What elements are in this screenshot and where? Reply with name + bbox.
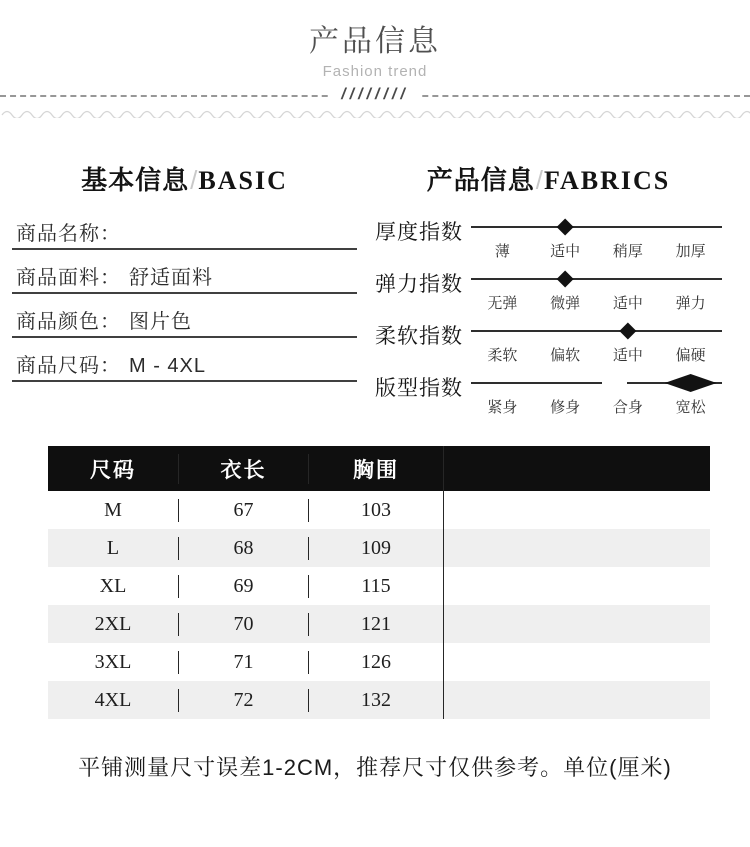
column-header-size: 尺码 — [90, 458, 136, 482]
page-title: 产品信息 — [309, 25, 441, 58]
page-subtitle: Fashion trend — [322, 63, 428, 80]
scale-level-label: 薄 — [494, 243, 510, 260]
table-row: 3XL 71 126 — [48, 643, 710, 681]
basic-info-row-fabric: 商品面料： 舒适面料 — [12, 250, 357, 294]
basic-info-row-name: 商品名称： — [12, 206, 357, 250]
table-row: 4XL 72 132 — [48, 681, 710, 719]
scale-level-label: 稍厚 — [612, 243, 643, 260]
scale-level-label: 紧身 — [487, 399, 518, 416]
thickness-scale — [471, 214, 722, 261]
table-row: XL 69 115 — [48, 567, 710, 605]
scale-line — [471, 330, 722, 332]
basic-info-title: 基本信息/BASIC — [81, 165, 288, 195]
scale-level-label: 合身 — [612, 399, 643, 416]
scale-line-gap — [602, 377, 627, 389]
size-table — [48, 446, 710, 719]
scale-level-label: 偏软 — [550, 347, 581, 364]
basic-info-section — [12, 160, 357, 422]
fit-scale — [471, 370, 722, 417]
size-table-header — [48, 446, 710, 491]
scale-level-label: 适中 — [550, 243, 581, 260]
scale-marker-diamond — [557, 219, 574, 236]
column-header-length: 衣长 — [178, 454, 308, 484]
column-header-empty — [443, 446, 710, 491]
wavy-divider-icon — [0, 108, 750, 118]
scale-line — [471, 278, 722, 280]
info-panels — [0, 160, 750, 422]
page-header — [0, 0, 750, 118]
softness-index-row: 柔软指数 柔软 偏软 适中 偏硬 — [375, 318, 722, 370]
fabrics-section — [375, 160, 738, 422]
scale-level-label: 无弹 — [487, 295, 518, 312]
fabrics-title: 产品信息/FABRICS — [426, 165, 671, 195]
scale-marker-diamond — [619, 323, 636, 340]
basic-info-row-color: 商品颜色： 图片色 — [12, 294, 357, 338]
dashed-divider — [0, 86, 750, 103]
fabric-index-rows — [375, 214, 722, 422]
table-row: 2XL 70 121 — [48, 605, 710, 643]
scale-level-label: 微弹 — [550, 295, 581, 312]
scale-level-label: 适中 — [612, 347, 643, 364]
slash-ornament: //////// — [331, 86, 419, 104]
basic-info-row-size: 商品尺码： M - 4XL — [12, 338, 357, 382]
scale-level-label: 弹力 — [675, 295, 706, 312]
scale-level-label: 修身 — [550, 399, 581, 416]
scale-marker-diamond-large — [665, 374, 717, 392]
elasticity-index-row: 弹力指数 无弹 微弹 适中 弹力 — [375, 266, 722, 318]
basic-info-list — [12, 206, 357, 382]
scale-line — [471, 226, 722, 228]
scale-level-label: 加厚 — [675, 243, 706, 260]
elasticity-scale — [471, 266, 722, 313]
softness-scale — [471, 318, 722, 365]
measurement-note: 平铺测量尺寸误差1-2CM，推荐尺寸仅供参考。单位(厘米) — [78, 755, 672, 780]
scale-level-label: 偏硬 — [675, 347, 706, 364]
table-row: L 68 109 — [48, 529, 710, 567]
scale-level-label: 宽松 — [675, 399, 706, 416]
scale-level-label: 柔软 — [487, 347, 518, 364]
fit-index-row: 版型指数 紧身 修身 合身 宽松 — [375, 370, 722, 422]
thickness-index-row: 厚度指数 薄 适中 稍厚 加厚 — [375, 214, 722, 266]
table-row: M 67 103 — [48, 491, 710, 529]
scale-level-label: 适中 — [612, 295, 643, 312]
column-header-chest: 胸围 — [308, 454, 443, 484]
scale-marker-diamond — [557, 271, 574, 288]
